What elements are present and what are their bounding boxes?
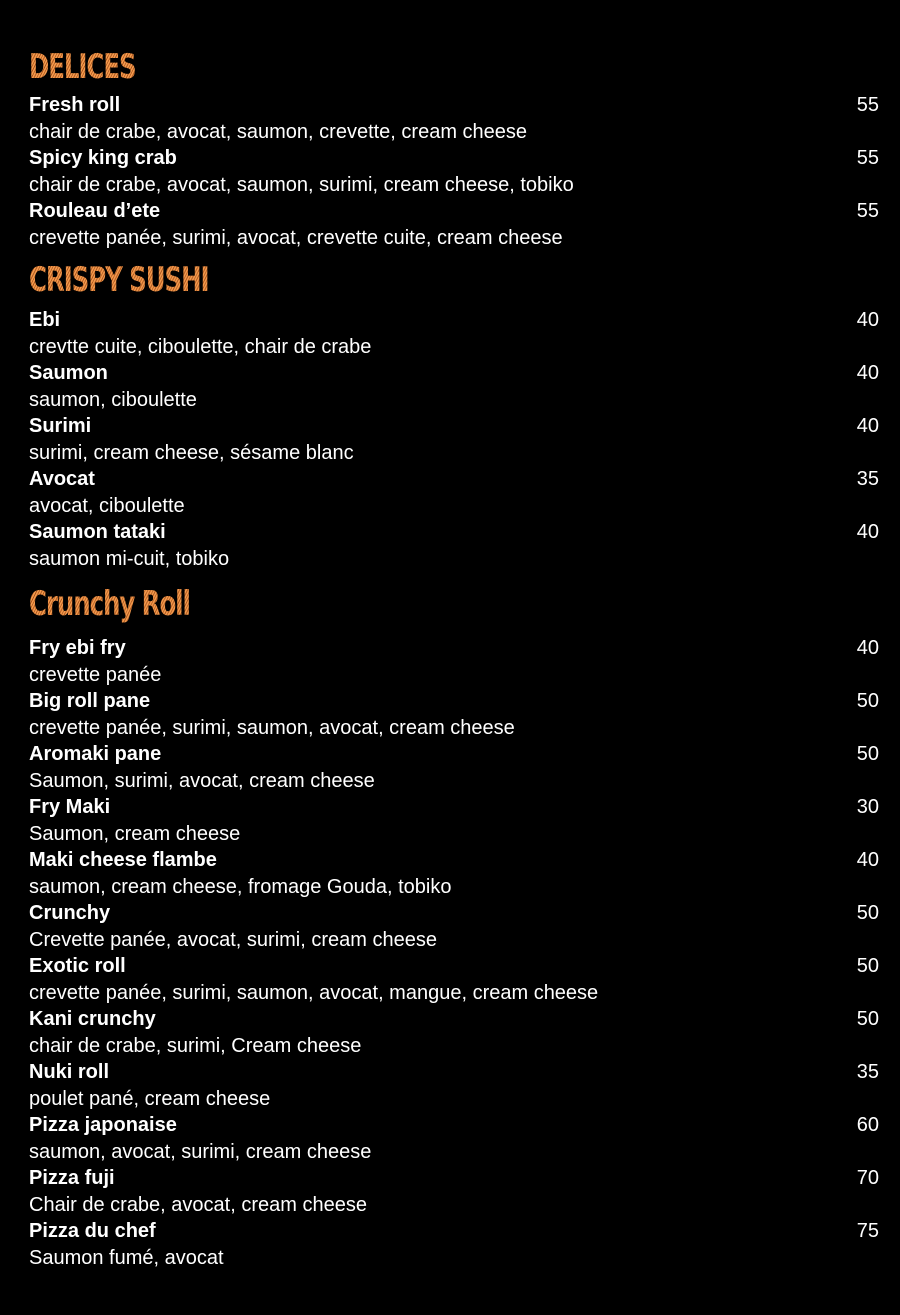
menu-item [29,741,879,794]
item-description: surimi, cream cheese, sésame blanc [29,441,354,464]
item-name: Saumon tataki [29,521,166,543]
item-name: Nuki roll [29,1061,110,1083]
item-description: Saumon, cream cheese [29,822,241,845]
item-price: 40 [856,362,879,384]
menu-item [29,688,879,741]
item-price: 75 [856,1220,879,1242]
section-title: DELICES [29,44,136,90]
item-list [29,635,879,1271]
item-list [29,92,879,251]
item-list [29,307,879,572]
item-price: 50 [856,902,879,924]
item-name: Ebi [29,309,61,331]
item-price: 40 [856,637,879,659]
menu-item [29,847,879,900]
item-price: 50 [856,955,879,977]
menu-item [29,1165,879,1218]
item-price: 30 [856,796,879,818]
item-price: 40 [856,415,879,437]
menu-item [29,198,879,251]
item-price: 55 [856,147,879,169]
menu-item [29,953,879,1006]
item-price: 60 [856,1114,879,1136]
menu-item [29,900,879,953]
item-price: 40 [856,521,879,543]
menu-item [29,635,879,688]
section-crispy-sushi [29,257,879,572]
item-name: Maki cheese flambe [29,849,217,871]
item-description: Saumon, surimi, avocat, cream cheese [29,769,375,792]
section-delices [29,44,879,251]
item-description: saumon, ciboulette [29,388,197,411]
menu-item [29,360,879,413]
item-name: Fry Maki [29,796,111,818]
menu-item [29,145,879,198]
item-price: 40 [856,849,879,871]
item-description: Saumon fumé, avocat [29,1246,224,1269]
item-name: Crunchy [29,902,111,924]
item-description: avocat, ciboulette [29,494,185,517]
item-price: 50 [856,743,879,765]
section-title: Crunchy Roll [29,581,190,627]
menu-item [29,413,879,466]
item-name: Rouleau d’ete [29,200,161,222]
item-name: Pizza fuji [29,1167,115,1189]
menu-item [29,92,879,145]
item-name: Fry ebi fry [29,637,126,659]
menu-item [29,794,879,847]
item-description: crevette panée [29,663,162,686]
item-name: Saumon [29,362,108,384]
item-name: Avocat [29,468,95,490]
section-title: CRISPY SUSHI [29,257,209,303]
item-price: 55 [856,94,879,116]
item-description: crevette panée, surimi, avocat, crevette cuite, cream cheese [29,226,563,249]
item-name: Kani crunchy [29,1008,156,1030]
item-description: crevette panée, surimi, saumon, avocat, mangue, cream cheese [29,981,599,1004]
item-name: Pizza japonaise [29,1114,177,1136]
menu-item [29,1112,879,1165]
item-description: chair de crabe, surimi, Cream cheese [29,1034,362,1057]
item-description: crevtte cuite, ciboulette, chair de crabe [29,335,372,358]
item-name: Big roll pane [29,690,151,712]
item-price: 70 [856,1167,879,1189]
item-description: saumon, avocat, surimi, cream cheese [29,1140,372,1163]
item-price: 35 [856,1061,879,1083]
item-name: Exotic roll [29,955,126,977]
item-price: 50 [856,690,879,712]
item-name: Surimi [29,415,92,437]
item-name: Spicy king crab [29,147,177,169]
menu-item [29,307,879,360]
item-price: 50 [856,1008,879,1030]
item-name: Pizza du chef [29,1220,156,1242]
item-description: saumon mi-cuit, tobiko [29,547,230,570]
item-price: 35 [856,468,879,490]
item-price: 40 [856,309,879,331]
item-price: 55 [856,200,879,222]
item-name: Aromaki pane [29,743,162,765]
menu-item [29,1006,879,1059]
menu-item [29,1059,879,1112]
section-crunchy-roll [29,581,879,1271]
item-description: crevette panée, surimi, saumon, avocat, cream cheese [29,716,515,739]
item-description: Chair de crabe, avocat, cream cheese [29,1193,367,1216]
item-description: Crevette panée, avocat, surimi, cream cheese [29,928,437,951]
item-description: chair de crabe, avocat, saumon, surimi, cream cheese, tobiko [29,173,574,196]
menu-page [29,44,879,1271]
item-description: poulet pané, cream cheese [29,1087,271,1110]
menu-item [29,1218,879,1271]
item-name: Fresh roll [29,94,121,116]
menu-item [29,519,879,572]
item-description: chair de crabe, avocat, saumon, crevette, cream cheese [29,120,528,143]
item-description: saumon, cream cheese, fromage Gouda, tobiko [29,875,452,898]
menu-item [29,466,879,519]
